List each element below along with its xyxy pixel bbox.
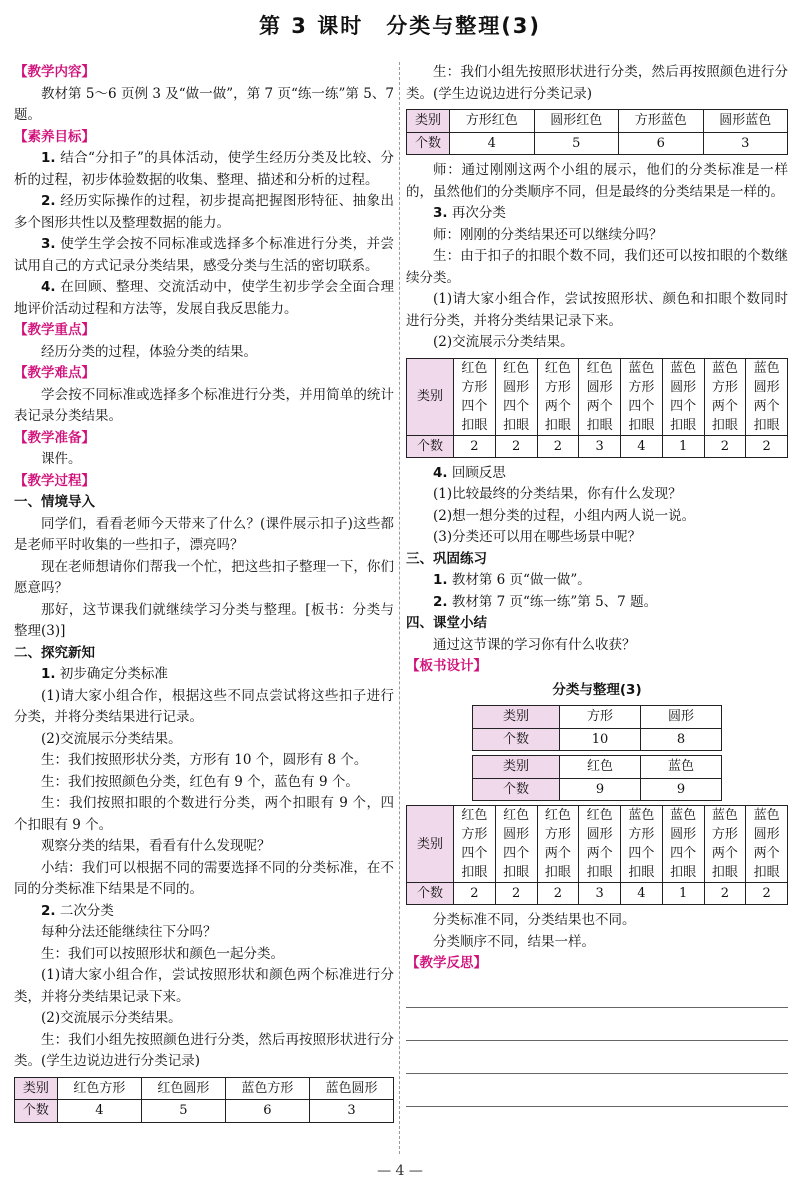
table-cell: 8 (641, 728, 722, 751)
left-column (14, 62, 394, 1128)
step-heading: 2. 二次分类 (41, 902, 114, 919)
table-cell: 圆形 (641, 706, 722, 729)
table-header-label: 类别 (407, 806, 454, 883)
table-cell: 2 (704, 883, 746, 905)
section-heading-process: 【教学过程】 (14, 472, 95, 489)
table-cell: 3 (579, 435, 621, 457)
page-title: 第 3 课时 分类与整理(3) (258, 14, 542, 38)
table-cell: 4 (621, 435, 663, 457)
table-cell: 3 (309, 1100, 393, 1123)
paragraph: 现在老师想请你们帮我一个忙，把这些扣子整理一下，你们愿意吗？ (14, 558, 394, 596)
column-divider (399, 62, 400, 1154)
table-cell: 2 (537, 883, 579, 905)
paragraph: 生：我们按照扣眼的个数进行分类，两个扣眼有 9 个，四个扣眼有 9 个。 (14, 795, 394, 833)
paragraph: 通过这节课的学习你有什么收获？ (433, 636, 636, 653)
table-cell: 圆形红色 (534, 110, 618, 133)
step-heading: 4. 回顾反思 (433, 464, 506, 481)
list-item: 2. 教材第 7 页“练一练”第 5、7 题。 (433, 593, 658, 610)
writing-line (406, 1008, 788, 1041)
table-count-label: 个数 (407, 435, 454, 457)
list-item: 1. 教材第 6 页“做一做”。 (433, 572, 591, 588)
goal-1: 1. 结合“分扣子”的具体活动，使学生经历分类及比较、分析的过程，初步体验数据的收集、整理、描述和分析的过程。 (14, 150, 394, 188)
paragraph: 小结：我们可以根据不同的需要选择不同的分类标准，在不同的分类标准下结果是不同的。 (14, 859, 394, 897)
table-color-shape (14, 1077, 394, 1123)
table-cell: 4 (621, 883, 663, 905)
paragraph: (1)比较最终的分类结果，你有什么发现？ (433, 486, 682, 502)
paragraph: 那好，这节课我们就继续学习分类与整理。[板书：分类与整理(3)] (14, 601, 394, 639)
subsection-title: 二、探究新知 (14, 644, 95, 661)
table-count-label: 个数 (407, 132, 450, 155)
paragraph: 师：刚刚的分类结果还可以继续分吗？ (433, 226, 663, 243)
table-cell: 2 (495, 883, 537, 905)
content-text: 教材第 5～6 页例 3 及“做一做”，第 7 页“练一练”第 5、7 题。 (14, 85, 394, 123)
table-cell: 方形蓝色 (619, 110, 703, 133)
table-cell: 6 (619, 132, 703, 155)
paragraph: (3)分类还可以用在哪些场景中呢？ (433, 529, 642, 545)
table-header-label: 类别 (15, 1077, 58, 1100)
table-cell: 蓝色 方形 两个 扣眼 (704, 806, 746, 883)
page-number: — 4 — (377, 1163, 423, 1179)
table-cell: 红色 圆形 四个 扣眼 (495, 806, 537, 883)
table-cell: 方形 (560, 706, 641, 729)
right-column (406, 62, 788, 1107)
table-cell: 2 (746, 883, 788, 905)
table-cell: 2 (746, 435, 788, 457)
section-heading-difficulty: 【教学难点】 (14, 365, 95, 381)
section-heading-content: 【教学内容】 (14, 64, 95, 80)
paragraph: 同学们，看看老师今天带来了什么？(课件展示扣子)这些都是老师平时收集的一些扣子，漂亮吗？ (14, 515, 394, 553)
table-cell: 方形红色 (450, 110, 534, 133)
difficulty-text: 学会按不同标准或选择多个标准进行分类，并用简单的统计表记录分类结果。 (14, 386, 394, 424)
table-cell: 10 (560, 728, 641, 751)
table-cell: 5 (534, 132, 618, 155)
table-cell: 蓝色 圆形 四个 扣眼 (662, 358, 704, 435)
paragraph: 生：我们小组先按照颜色进行分类，然后再按照形状进行分类。(学生边说边进行分类记录) (14, 1031, 394, 1069)
board-table-three-criteria (406, 805, 788, 905)
paragraph: (2)交流展示分类结果。 (41, 1010, 182, 1026)
table-cell: 蓝色 圆形 两个 扣眼 (746, 358, 788, 435)
paragraph: 观察分类的结果，看看有什么发现呢？ (41, 838, 271, 854)
table-cell: 红色圆形 (141, 1077, 225, 1100)
table-cell: 红色 方形 四个 扣眼 (454, 806, 496, 883)
table-cell: 蓝色 (641, 756, 722, 779)
table-count-label: 个数 (473, 778, 560, 801)
table-cell: 2 (495, 435, 537, 457)
section-heading-goals: 【素养目标】 (14, 128, 95, 145)
table-cell: 6 (225, 1100, 309, 1123)
paragraph: (1)请大家小组合作，尝试按照形状和颜色两个标准进行分类，并将分类结果记录下来。 (14, 967, 394, 1005)
table-cell: 蓝色 圆形 两个 扣眼 (746, 806, 788, 883)
table-cell: 5 (141, 1100, 225, 1123)
goal-3: 3. 使学生学会按不同标准或选择多个标准进行分类，并尝试用自己的方式记录分类结果，感受分类与生活的密切联系。 (14, 236, 394, 274)
table-header-label: 类别 (473, 706, 560, 729)
prep-text: 课件。 (41, 451, 82, 467)
paragraph: 生：我们可以按照形状和颜色一起分类。 (41, 945, 284, 962)
table-header-label: 类别 (473, 756, 560, 779)
table-cell: 9 (641, 778, 722, 801)
paragraph: (2)交流展示分类结果。 (41, 730, 182, 747)
table-cell: 1 (662, 883, 704, 905)
goal-2: 2. 经历实际操作的过程，初步提高把握图形特征、抽象出多个图形共性以及整理数据的能力。 (14, 193, 394, 231)
subsection-title: 三、巩固练习 (406, 550, 487, 567)
goal-4: 4. 在回顾、整理、交流活动中，使学生初步学会全面合理地评价活动过程和方法等，发展自我反思能力。 (14, 279, 394, 317)
table-header-label: 类别 (407, 358, 454, 435)
table-cell: 3 (579, 883, 621, 905)
table-cell: 2 (537, 435, 579, 457)
table-count-label: 个数 (407, 883, 454, 905)
paragraph: (1)请大家小组合作，尝试按照形状、颜色和扣眼个数同时进行分类，并将分类结果记录下来。 (406, 291, 788, 329)
table-cell: 红色方形 (57, 1077, 141, 1100)
paragraph: (1)请大家小组合作，根据这些不同点尝试将这些扣子进行分类，并将分类结果进行记录。 (14, 687, 394, 725)
table-cell: 红色 方形 四个 扣眼 (454, 358, 496, 435)
table-cell: 红色 圆形 两个 扣眼 (579, 806, 621, 883)
table-cell: 蓝色 方形 四个 扣眼 (621, 358, 663, 435)
subsection-title: 一、情境导入 (14, 494, 95, 510)
table-cell: 蓝色方形 (225, 1077, 309, 1100)
table-cell: 红色 方形 两个 扣眼 (537, 358, 579, 435)
table-cell: 3 (703, 132, 788, 155)
section-heading-board: 【板书设计】 (406, 658, 487, 674)
table-cell: 蓝色圆形 (309, 1077, 393, 1100)
table-cell: 红色 方形 两个 扣眼 (537, 806, 579, 883)
table-count-label: 个数 (473, 728, 560, 751)
step-heading: 3. 再次分类 (433, 205, 506, 221)
paragraph: 师：通过刚刚这两个小组的展示，他们的分类标准是一样的，虽然他们的分类顺序不同，但是最终的分类结果是一样的。 (406, 162, 788, 200)
table-cell: 9 (560, 778, 641, 801)
board-title: 分类与整理(3) (552, 681, 642, 698)
table-cell: 2 (454, 883, 496, 905)
paragraph: 每种分法还能继续往下分吗？ (41, 924, 217, 940)
table-shape-color (406, 109, 788, 155)
table-cell: 红色 圆形 两个 扣眼 (579, 358, 621, 435)
section-heading-prep: 【教学准备】 (14, 429, 95, 446)
writing-line (406, 975, 788, 1008)
board-note: 分类顺序不同，结果一样。 (433, 933, 595, 950)
paragraph: (2)想一想分类的过程，小组内两人说一说。 (433, 507, 696, 524)
board-note: 分类标准不同，分类结果也不同。 (433, 912, 636, 928)
table-header-label: 类别 (407, 110, 450, 133)
table-cell: 蓝色 圆形 四个 扣眼 (662, 806, 704, 883)
paragraph: 生：由于扣子的扣眼个数不同，我们还可以按扣眼的个数继续分类。 (406, 248, 788, 286)
table-cell: 1 (662, 435, 704, 457)
table-cell: 红色 (560, 756, 641, 779)
step-heading: 1. 初步确定分类标准 (41, 666, 168, 682)
writing-line (406, 1041, 788, 1074)
paragraph: 生：我们小组先按照形状进行分类，然后再按照颜色进行分类。(学生边说边进行分类记录) (406, 64, 788, 102)
paragraph: 生：我们按照颜色分类，红色有 9 个，蓝色有 9 个。 (41, 773, 359, 790)
paragraph: (2)交流展示分类结果。 (433, 334, 574, 350)
section-heading-reflection: 【教学反思】 (406, 955, 487, 971)
table-cell: 蓝色 方形 两个 扣眼 (704, 358, 746, 435)
key-text: 经历分类的过程，体验分类的结果。 (41, 343, 257, 360)
table-cell: 4 (57, 1100, 141, 1123)
table-cell: 红色 圆形 四个 扣眼 (495, 358, 537, 435)
table-cell: 4 (450, 132, 534, 155)
board-table-shape (472, 705, 722, 751)
writing-line (406, 1074, 788, 1107)
subsection-title: 四、课堂小结 (406, 615, 487, 631)
table-three-criteria (406, 358, 788, 458)
section-heading-key: 【教学重点】 (14, 322, 95, 338)
table-cell: 蓝色 方形 四个 扣眼 (621, 806, 663, 883)
table-cell: 2 (454, 435, 496, 457)
paragraph: 生：我们按照形状分类，方形有 10 个，圆形有 8 个。 (41, 752, 368, 768)
table-cell: 2 (704, 435, 746, 457)
table-cell: 圆形蓝色 (703, 110, 788, 133)
table-count-label: 个数 (15, 1100, 58, 1123)
board-table-color (472, 755, 722, 801)
